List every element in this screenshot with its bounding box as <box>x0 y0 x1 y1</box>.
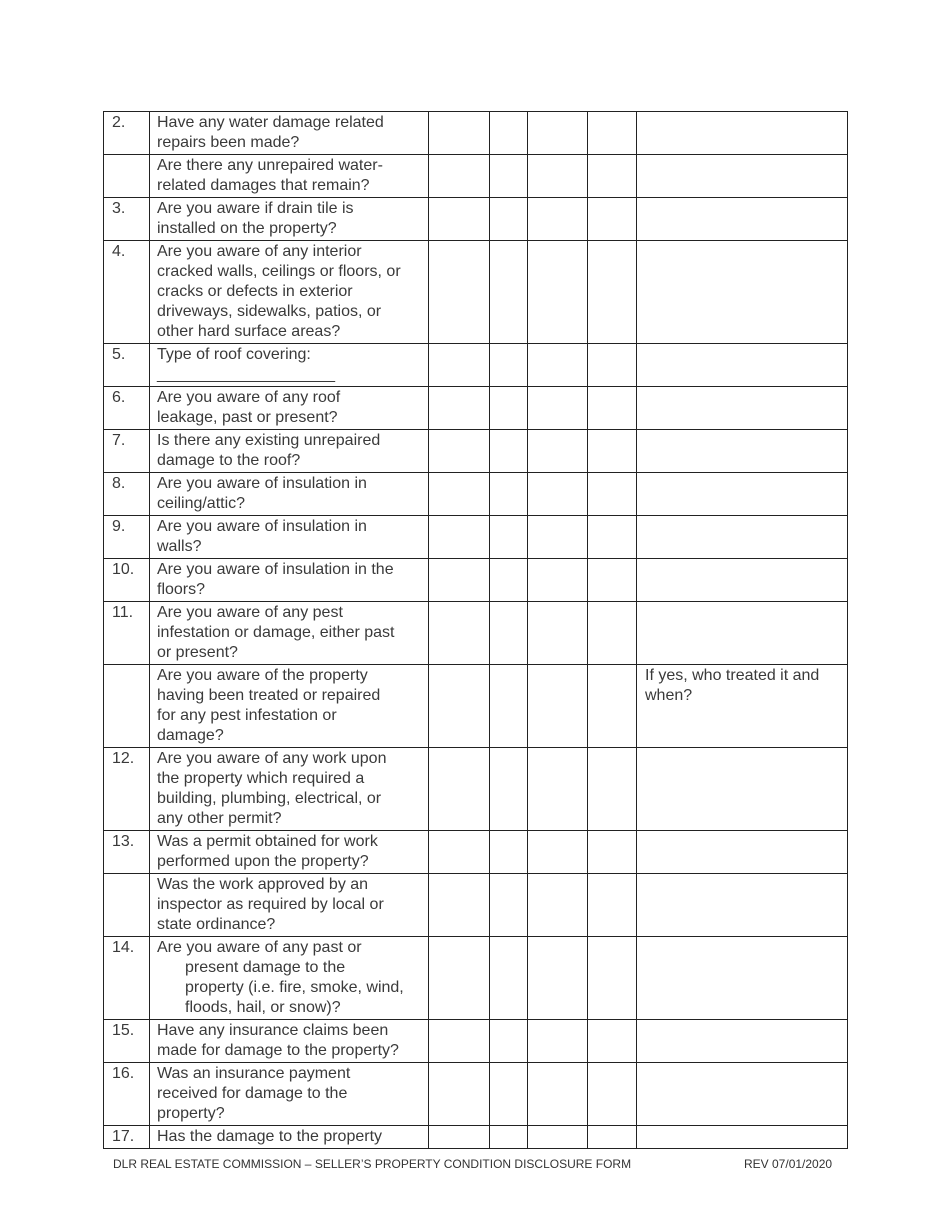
comments-cell[interactable] <box>637 430 848 473</box>
question-text-line: made for damage to the property? <box>157 1042 399 1059</box>
answer-yes-cell[interactable] <box>429 387 490 430</box>
comments-cell[interactable] <box>637 473 848 516</box>
answer-yes-cell[interactable] <box>429 155 490 198</box>
comments-cell[interactable] <box>637 198 848 241</box>
answer-na-cell[interactable] <box>588 516 637 559</box>
answer-na-cell[interactable] <box>588 874 637 937</box>
comments-cell[interactable] <box>637 874 848 937</box>
comments-cell[interactable] <box>637 1126 848 1149</box>
answer-no-cell[interactable] <box>490 155 528 198</box>
comments-cell[interactable] <box>637 344 848 387</box>
answer-na-cell[interactable] <box>588 559 637 602</box>
answer-unknown-cell[interactable] <box>528 198 588 241</box>
answer-yes-cell[interactable] <box>429 937 490 1020</box>
question-text-line: Are you aware of any pest <box>157 604 343 621</box>
item-number: 7. <box>104 430 150 473</box>
item-number: 8. <box>104 473 150 516</box>
answer-no-cell[interactable] <box>490 516 528 559</box>
answer-na-cell[interactable] <box>588 665 637 748</box>
answer-unknown-cell[interactable] <box>528 831 588 874</box>
answer-na-cell[interactable] <box>588 473 637 516</box>
question-text-line: Was the work approved by an <box>157 876 369 893</box>
question-text-line: inspector as required by local or <box>157 896 384 913</box>
question-cell <box>150 241 429 344</box>
question-cell <box>150 198 429 241</box>
item-number: 2. <box>104 112 150 155</box>
question-text-line: driveways, sidewalks, patios, or <box>157 303 382 320</box>
answer-yes-cell[interactable] <box>429 241 490 344</box>
answer-yes-cell[interactable] <box>429 473 490 516</box>
question-text-line: performed upon the property? <box>157 853 369 870</box>
answer-yes-cell[interactable] <box>429 748 490 831</box>
question-cell <box>150 937 429 1020</box>
comments-cell[interactable] <box>637 602 848 665</box>
table-row <box>104 516 848 559</box>
disclosure-table <box>103 111 848 1149</box>
answer-na-cell[interactable] <box>588 1126 637 1149</box>
question-cell <box>150 1063 429 1126</box>
answer-no-cell[interactable] <box>490 198 528 241</box>
answer-unknown-cell[interactable] <box>528 387 588 430</box>
answer-yes-cell[interactable] <box>429 831 490 874</box>
answer-unknown-cell[interactable] <box>528 1063 588 1126</box>
answer-yes-cell[interactable] <box>429 1020 490 1063</box>
question-cell <box>150 344 429 387</box>
answer-na-cell[interactable] <box>588 112 637 155</box>
answer-unknown-cell[interactable] <box>528 748 588 831</box>
question-text-line: Are you aware of insulation in <box>157 475 367 492</box>
answer-yes-cell[interactable] <box>429 559 490 602</box>
question-text-line: Have any water damage related <box>157 114 384 131</box>
comments-cell[interactable] <box>637 665 848 748</box>
comments-cell[interactable] <box>637 937 848 1020</box>
answer-na-cell[interactable] <box>588 430 637 473</box>
question-cell <box>150 602 429 665</box>
footer-form-title: DLR REAL ESTATE COMMISSION – SELLER’S PROPERTY CONDITION DISCLOSURE FORM <box>113 1157 632 1171</box>
table-row <box>104 874 848 937</box>
answer-yes-cell[interactable] <box>429 112 490 155</box>
answer-no-cell[interactable] <box>490 874 528 937</box>
question-text-line: received for damage to the <box>157 1085 348 1102</box>
answer-unknown-cell[interactable] <box>528 1020 588 1063</box>
answer-no-cell[interactable] <box>490 387 528 430</box>
table-row <box>104 155 848 198</box>
answer-no-cell[interactable] <box>490 665 528 748</box>
question-text-line: installed on the property? <box>157 220 337 237</box>
question-text-line: cracked walls, ceilings or floors, or <box>157 263 401 280</box>
answer-yes-cell[interactable] <box>429 1126 490 1149</box>
question-cell <box>150 1020 429 1063</box>
question-cell <box>150 516 429 559</box>
answer-unknown-cell[interactable] <box>528 937 588 1020</box>
answer-no-cell[interactable] <box>490 241 528 344</box>
question-text-line: state ordinance? <box>157 916 276 933</box>
answer-na-cell[interactable] <box>588 387 637 430</box>
comment-text-line: when? <box>645 687 693 704</box>
item-number: 11. <box>104 602 150 665</box>
question-text-line: or present? <box>157 644 238 661</box>
answer-unknown-cell[interactable] <box>528 516 588 559</box>
question-text-line: for any pest infestation or <box>157 707 337 724</box>
question-text-line: floods, hail, or snow)? <box>185 999 341 1016</box>
item-number: 13. <box>104 831 150 874</box>
question-cell <box>150 831 429 874</box>
answer-unknown-cell[interactable] <box>528 430 588 473</box>
question-text-line: infestation or damage, either past <box>157 624 395 641</box>
table-row <box>104 1063 848 1126</box>
comments-cell[interactable] <box>637 1020 848 1063</box>
question-text-line: Are you aware of insulation in <box>157 518 367 535</box>
question-text-line: repairs been made? <box>157 134 300 151</box>
question-text-line: cracks or defects in exterior <box>157 283 353 300</box>
table-row <box>104 198 848 241</box>
table-row <box>104 937 848 1020</box>
question-text-line: Type of roof covering: <box>157 346 311 363</box>
comments-cell[interactable] <box>637 748 848 831</box>
answer-unknown-cell[interactable] <box>528 473 588 516</box>
item-number <box>104 665 150 748</box>
item-number: 10. <box>104 559 150 602</box>
footer-revision: REV 07/01/2020 <box>744 1157 833 1171</box>
item-number: 15. <box>104 1020 150 1063</box>
question-text-line: having been treated or repaired <box>157 687 381 704</box>
question-cell <box>150 473 429 516</box>
answer-no-cell[interactable] <box>490 1063 528 1126</box>
item-number: 14. <box>104 937 150 1020</box>
table-row <box>104 473 848 516</box>
question-cell <box>150 1126 429 1149</box>
answer-yes-cell[interactable] <box>429 430 490 473</box>
table-row <box>104 748 848 831</box>
item-number <box>104 874 150 937</box>
answer-na-cell[interactable] <box>588 748 637 831</box>
item-number: 4. <box>104 241 150 344</box>
answer-unknown-cell[interactable] <box>528 665 588 748</box>
answer-yes-cell[interactable] <box>429 344 490 387</box>
question-text-line: Are you aware of the property <box>157 667 368 684</box>
comments-cell[interactable] <box>637 1063 848 1126</box>
answer-yes-cell[interactable] <box>429 1063 490 1126</box>
comments-cell[interactable] <box>637 155 848 198</box>
question-text-line: property? <box>157 1105 225 1122</box>
answer-unknown-cell[interactable] <box>528 241 588 344</box>
table-row <box>104 430 848 473</box>
question-cell <box>150 155 429 198</box>
answer-unknown-cell[interactable] <box>528 559 588 602</box>
answer-unknown-cell[interactable] <box>528 1126 588 1149</box>
answer-no-cell[interactable] <box>490 937 528 1020</box>
answer-unknown-cell[interactable] <box>528 112 588 155</box>
answer-unknown-cell[interactable] <box>528 155 588 198</box>
question-text-line: Are you aware of any roof <box>157 389 341 406</box>
question-text-line: Have any insurance claims been <box>157 1022 389 1039</box>
question-cell <box>150 387 429 430</box>
answer-unknown-cell[interactable] <box>528 344 588 387</box>
comments-cell[interactable] <box>637 112 848 155</box>
question-text-line: damage? <box>157 727 224 744</box>
answer-yes-cell[interactable] <box>429 516 490 559</box>
table-row <box>104 559 848 602</box>
question-text-line: Are you aware if drain tile is <box>157 200 354 217</box>
answer-na-cell[interactable] <box>588 831 637 874</box>
comment-text-line: If yes, who treated it and <box>645 667 820 684</box>
question-text-line: property (i.e. fire, smoke, wind, <box>185 979 404 996</box>
comments-cell[interactable] <box>637 559 848 602</box>
answer-no-cell[interactable] <box>490 602 528 665</box>
answer-na-cell[interactable] <box>588 1063 637 1126</box>
answer-no-cell[interactable] <box>490 344 528 387</box>
table-row <box>104 1126 848 1149</box>
question-cell <box>150 748 429 831</box>
question-text-line: any other permit? <box>157 810 282 827</box>
question-text-line: Are you aware of any interior <box>157 243 362 260</box>
question-cell <box>150 665 429 748</box>
answer-yes-cell[interactable] <box>429 198 490 241</box>
item-number: 3. <box>104 198 150 241</box>
item-number: 17. <box>104 1126 150 1149</box>
comments-cell[interactable] <box>637 241 848 344</box>
answer-na-cell[interactable] <box>588 937 637 1020</box>
question-text-line: walls? <box>157 538 202 555</box>
question-text-line: ____________________ <box>157 366 335 383</box>
answer-unknown-cell[interactable] <box>528 602 588 665</box>
table-row <box>104 831 848 874</box>
table-row <box>104 665 848 748</box>
table-row <box>104 1020 848 1063</box>
question-text-line: damage to the roof? <box>157 452 301 469</box>
question-text-line: the property which required a <box>157 770 365 787</box>
answer-na-cell[interactable] <box>588 344 637 387</box>
question-text-line: floors? <box>157 581 206 598</box>
answer-na-cell[interactable] <box>588 198 637 241</box>
question-text-line: Was a permit obtained for work <box>157 833 378 850</box>
question-text-line: Are you aware of any work upon <box>157 750 387 767</box>
answer-yes-cell[interactable] <box>429 665 490 748</box>
table-row <box>104 112 848 155</box>
question-cell <box>150 559 429 602</box>
answer-na-cell[interactable] <box>588 1020 637 1063</box>
answer-no-cell[interactable] <box>490 1020 528 1063</box>
answer-no-cell[interactable] <box>490 831 528 874</box>
answer-na-cell[interactable] <box>588 241 637 344</box>
item-number <box>104 155 150 198</box>
answer-yes-cell[interactable] <box>429 602 490 665</box>
answer-na-cell[interactable] <box>588 155 637 198</box>
question-text-line: Are you aware of insulation in the <box>157 561 394 578</box>
answer-no-cell[interactable] <box>490 1126 528 1149</box>
comments-cell[interactable] <box>637 387 848 430</box>
answer-no-cell[interactable] <box>490 430 528 473</box>
question-text-line: Has the damage to the property <box>157 1128 383 1145</box>
question-text-line: Is there any existing unrepaired <box>157 432 381 449</box>
question-text-line: related damages that remain? <box>157 177 370 194</box>
question-text-line: Are there any unrepaired water- <box>157 157 383 174</box>
answer-na-cell[interactable] <box>588 602 637 665</box>
question-text-line: other hard surface areas? <box>157 323 341 340</box>
question-text-line: building, plumbing, electrical, or <box>157 790 382 807</box>
answer-no-cell[interactable] <box>490 473 528 516</box>
answer-no-cell[interactable] <box>490 748 528 831</box>
question-cell <box>150 112 429 155</box>
comments-cell[interactable] <box>637 831 848 874</box>
answer-unknown-cell[interactable] <box>528 874 588 937</box>
table-row <box>104 602 848 665</box>
question-cell <box>150 430 429 473</box>
question-text-line: Are you aware of any past or <box>157 939 362 956</box>
question-cell <box>150 874 429 937</box>
item-number: 16. <box>104 1063 150 1126</box>
answer-yes-cell[interactable] <box>429 874 490 937</box>
item-number: 6. <box>104 387 150 430</box>
comments-cell[interactable] <box>637 516 848 559</box>
item-number: 9. <box>104 516 150 559</box>
answer-no-cell[interactable] <box>490 559 528 602</box>
item-number: 5. <box>104 344 150 387</box>
table-row <box>104 344 848 387</box>
answer-no-cell[interactable] <box>490 112 528 155</box>
table-row <box>104 387 848 430</box>
question-text-line: ceiling/attic? <box>157 495 246 512</box>
question-text-line: present damage to the <box>185 959 346 976</box>
table-row <box>104 241 848 344</box>
question-text-line: Was an insurance payment <box>157 1065 351 1082</box>
question-text-line: leakage, past or present? <box>157 409 338 426</box>
item-number: 12. <box>104 748 150 831</box>
